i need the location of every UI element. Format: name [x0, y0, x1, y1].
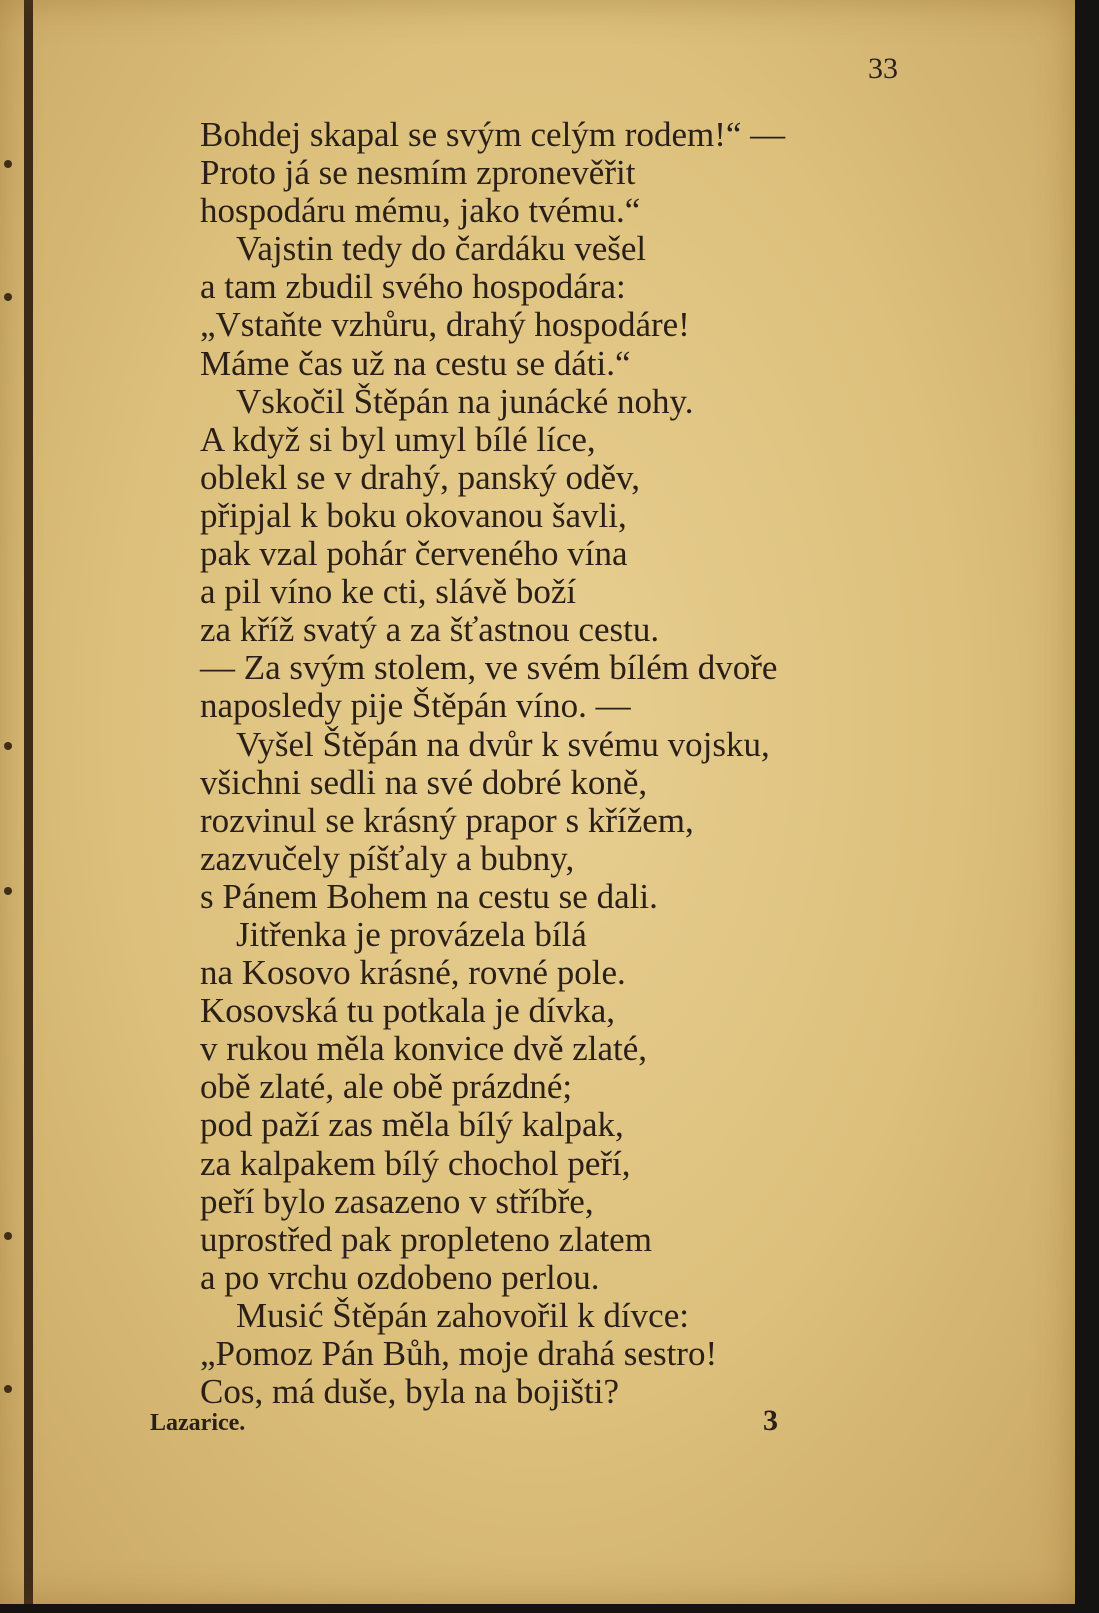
verse-line: zazvučely píšťaly a bubny, — [200, 838, 575, 878]
verse-line: naposledy pije Štěpán víno. — — [200, 686, 631, 726]
verse-line: v rukou měla konvice dvě zlaté, — [200, 1029, 648, 1069]
footer-sheet-number: 3 — [763, 1404, 778, 1437]
poem-text — [200, 116, 900, 1411]
verse-line: Cos, má duše, byla na bojišti? — [200, 1372, 619, 1412]
verse-line: a pil víno ke cti, slávě boží — [200, 572, 577, 612]
verse-line: a po vrchu ozdobeno perlou. — [200, 1257, 600, 1297]
verse-line: na Kosovo krásné, rovné pole. — [200, 953, 626, 993]
verse-line: Musić Štěpán zahovořil k dívce: — [236, 1295, 689, 1335]
verse-line: připjal k boku okovanou šavli, — [200, 495, 627, 535]
verse-line: Jitřenka je provázela bílá — [236, 914, 587, 954]
margin-dot — [4, 1232, 12, 1240]
verse-line: A když si byl umyl bílé líce, — [200, 419, 596, 459]
verse-line: všichni sedli na své dobré koně, — [200, 762, 648, 802]
verse-line: za kalpakem bílý chochol peří, — [200, 1143, 631, 1183]
verse-line: Bohdej skapal se svým celým rodem!“ — — [200, 115, 786, 154]
binding-edge — [24, 0, 33, 1604]
verse-line: Vajstin tedy do čardáku vešel — [236, 229, 647, 269]
margin-dot — [4, 887, 12, 895]
footer-signature: Lazarice. — [150, 1410, 246, 1436]
margin-dot — [4, 1385, 12, 1393]
verse-line: uprostřed pak propleteno zlatem — [200, 1219, 652, 1259]
verse-line: pak vzal pohár červeného vína — [200, 534, 628, 574]
verse-line: rozvinul se krásný prapor s křížem, — [200, 800, 694, 840]
verse-line: Kosovská tu potkala je dívka, — [200, 991, 616, 1031]
verse-line: a tam zbudil svého hospodára: — [200, 267, 626, 307]
verse-line: Proto já se nesmím zpronevěřit — [200, 153, 636, 193]
verse-line: — Za svým stolem, ve svém bílém dvoře — [200, 648, 778, 688]
verse-line: Máme čas už na cestu se dáti.“ — [200, 343, 631, 383]
margin-dot — [4, 160, 12, 168]
page-number: 33 — [868, 52, 898, 85]
verse-line: pod paží zas měla bílý kalpak, — [200, 1105, 624, 1145]
verse-line: oblekl se v drahý, panský oděv, — [200, 457, 640, 497]
verse-line: za kříž svatý a za šťastnou cestu. — [200, 610, 660, 650]
margin-dot — [4, 293, 12, 301]
verse-line: s Pánem Bohem na cestu se dali. — [200, 876, 658, 916]
verse-line: hospodáru mému, jako tvému.“ — [200, 191, 641, 231]
verse-line: „Pomoz Pán Bůh, moje drahá sestro! — [200, 1334, 718, 1373]
verse-line: Vyšel Štěpán na dvůr k svému vojsku, — [236, 724, 770, 764]
verse-line: obě zlaté, ale obě prázdné; — [200, 1067, 573, 1107]
verse-line: peří bylo zasazeno v stříbře, — [200, 1181, 594, 1221]
margin-dot — [4, 742, 12, 750]
verse-line: Vskočil Štěpán na junácké nohy. — [236, 381, 694, 421]
verse-line: „Vstaňte vzhůru, drahý hospodáre! — [200, 305, 690, 345]
